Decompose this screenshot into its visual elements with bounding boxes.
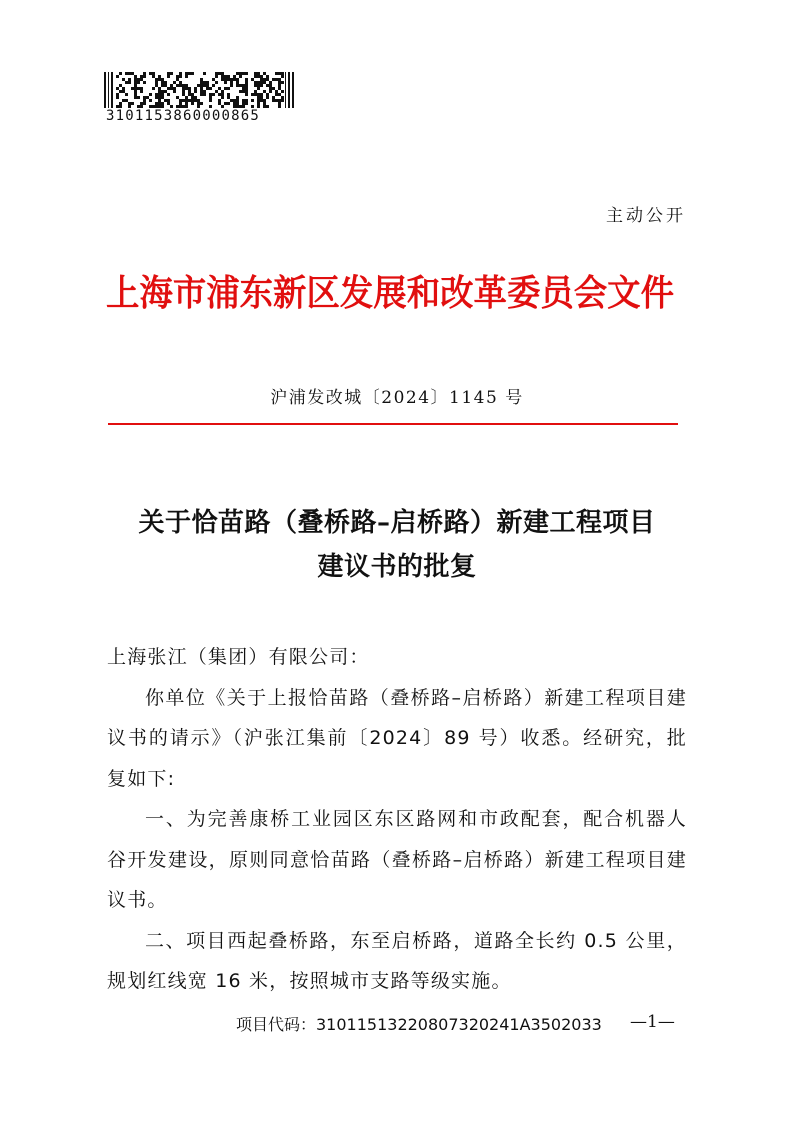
issuing-authority-header: 上海市浦东新区发展和改革委员会文件 xyxy=(106,272,675,314)
disclosure-label: 主动公开 xyxy=(606,206,686,226)
barcode-number: 3101153860000865 xyxy=(106,108,261,124)
title-line-1: 关于恰苗路（叠桥路–启桥路）新建工程项目 xyxy=(138,508,656,538)
document-body xyxy=(107,637,687,1002)
body-paragraph: 你单位《关于上报恰苗路（叠桥路–启桥路）新建工程项目建议书的请示》（沪张江集前〔2024〕89 号）收悉。经研究，批复如下: xyxy=(107,686,687,790)
page-number: —1— xyxy=(630,1012,675,1032)
body-paragraph: 一、为完善康桥工业园区东区路网和市政配套，配合机器人谷开发建设，原则同意恰苗路（叠桥路–启桥路）新建工程项目建议书。 xyxy=(107,808,687,911)
title-line-2: 建议书的批复 xyxy=(317,552,477,582)
barcode-image xyxy=(104,72,296,108)
document-title xyxy=(100,501,694,589)
document-number: 沪浦发改城〔2024〕1145 号 xyxy=(270,388,524,408)
red-divider-line xyxy=(108,423,678,425)
body-paragraph: 二、项目西起叠桥路，东至启桥路，道路全长约 0.5 公里，规划红线宽 16 米，按照城市支路等级实施。 xyxy=(107,929,687,992)
recipient-line: 上海张江（集团）有限公司： xyxy=(107,646,370,668)
project-code: 项目代码：31011513220807320241A3502033 xyxy=(236,1015,602,1034)
